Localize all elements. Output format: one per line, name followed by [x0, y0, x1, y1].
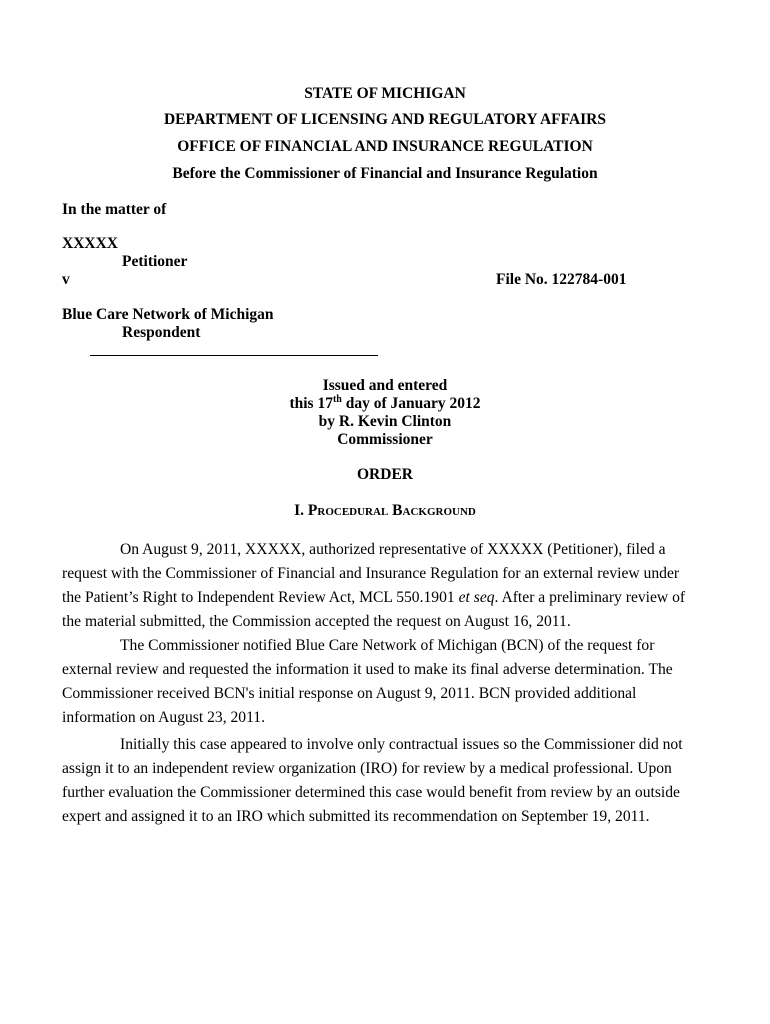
- caption-matter: In the matter of: [62, 201, 167, 218]
- paragraph-1-citation: et seq: [458, 589, 495, 606]
- paragraph-1-text-a: On August 9, 2011, XXXXX, authorized representative of XXXXX (Petitioner), filed a request with the Commissioner of Financial and Insurance Regulation for an external review under the Patient’s Right to Independent Review Act, MCL 550.1901: [62, 541, 680, 606]
- issued-line-1: Issued and entered: [322, 377, 448, 394]
- issued-line-3: by R. Kevin Clinton: [318, 413, 452, 430]
- paragraph-2: [62, 634, 686, 730]
- issued-day-suffix: th: [332, 393, 342, 405]
- issued-line-2: [0, 395, 770, 413]
- caption-divider: [90, 355, 378, 356]
- issued-day-prefix: this 17: [289, 395, 333, 412]
- paragraph-1: [62, 538, 686, 634]
- paragraph-1-text-b: . After a preliminary review of the material submitted, the Commission accepted the request on August 16, 2011.: [62, 589, 686, 630]
- paragraph-3: [62, 733, 686, 829]
- caption-petitioner-name: XXXXX: [62, 235, 118, 252]
- caption-petitioner-role: Petitioner: [122, 253, 188, 270]
- section-title: I. Procedural Background: [294, 502, 476, 519]
- header-department: DEPARTMENT OF LICENSING AND REGULATORY AFFAIRS: [163, 111, 606, 128]
- paragraph-3-text: Initially this case appeared to involve only contractual issues so the Commissioner did not assign it to an independent review organization (IRO) for review by a medical professional. Upon further evaluation the Commissioner determined this case would benefit from review by an outside expert and assigned it to an IRO which submitted its recommendation on September 19, 2011.: [62, 736, 683, 825]
- caption-respondent-role: Respondent: [122, 324, 201, 341]
- issued-line-4: Commissioner: [337, 431, 433, 448]
- header-office: OFFICE OF FINANCIAL AND INSURANCE REGULATION: [177, 138, 593, 155]
- caption-respondent-name: Blue Care Network of Michigan: [62, 306, 274, 323]
- header-state: STATE OF MICHIGAN: [304, 85, 466, 102]
- caption-versus: v: [62, 271, 70, 288]
- paragraph-2-text: The Commissioner notified Blue Care Network of Michigan (BCN) of the request for external review and requested the information it used to make its final adverse determination. The Commissioner received BCN's initial response on August 9, 2011. BCN provided additional information on August 23, 2011.: [62, 637, 673, 726]
- issued-month-year: day of January 2012: [341, 395, 481, 412]
- caption-file-number: File No. 122784-001: [496, 271, 627, 288]
- header-before: Before the Commissioner of Financial and Insurance Regulation: [172, 165, 598, 182]
- order-title: ORDER: [357, 466, 413, 483]
